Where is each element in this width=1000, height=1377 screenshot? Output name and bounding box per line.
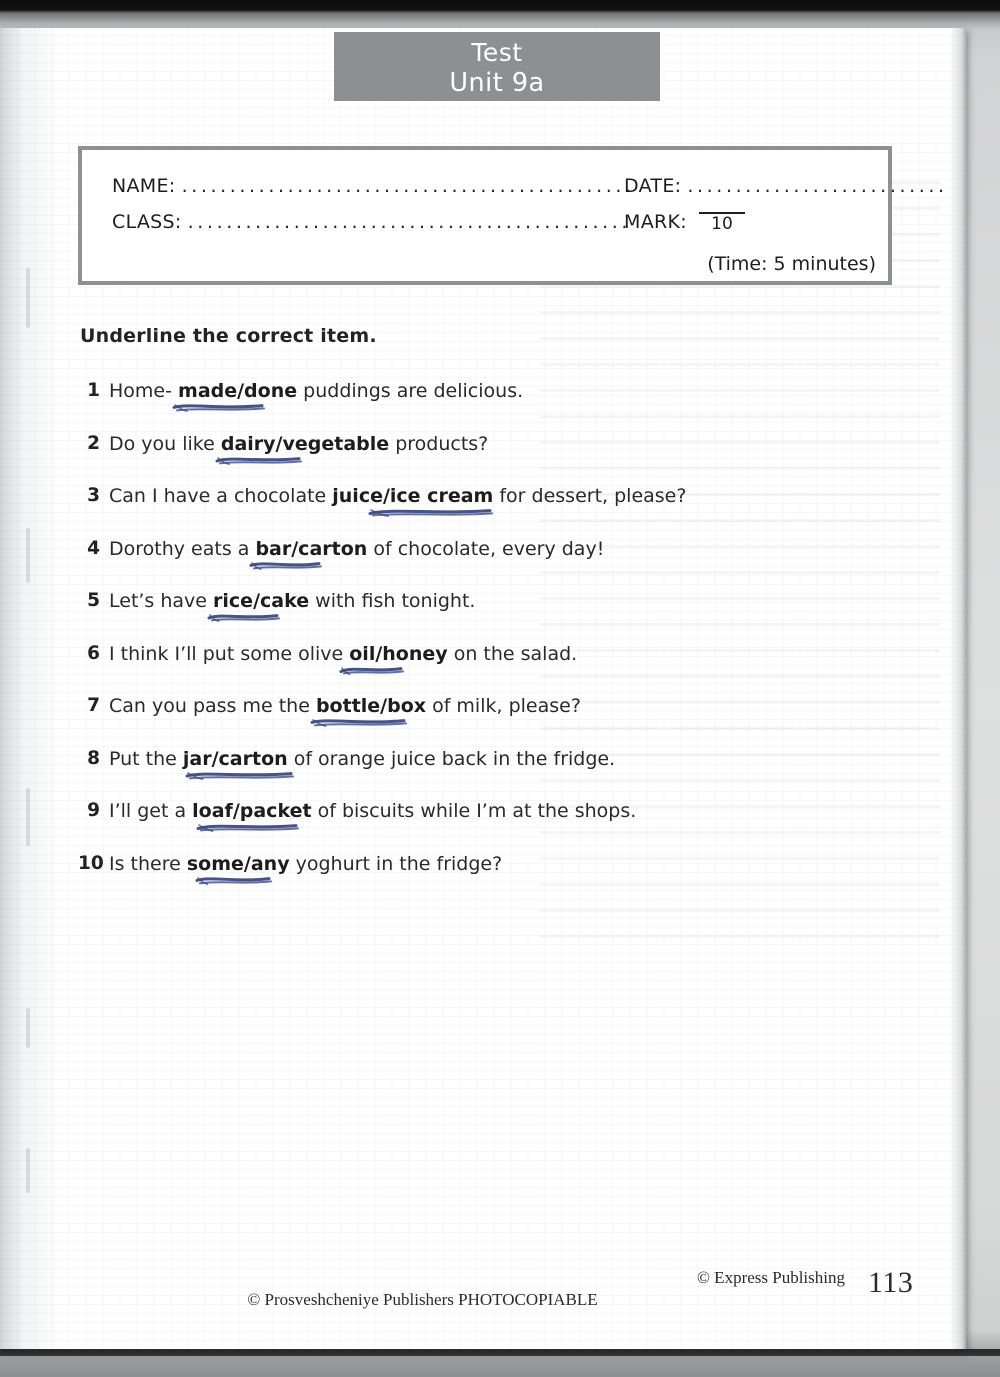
sentence-text-before: I think I’ll put some olive bbox=[109, 642, 350, 665]
answer-options[interactable] bbox=[178, 380, 297, 402]
mark-field[interactable] bbox=[624, 211, 745, 234]
copyright-express: © Express Publishing bbox=[697, 1268, 845, 1287]
exercise-item bbox=[78, 590, 918, 643]
item-sentence bbox=[109, 748, 615, 770]
answer-options[interactable] bbox=[332, 485, 493, 507]
date-label: DATE: bbox=[624, 175, 682, 197]
sentence-text-after: on the salad. bbox=[447, 642, 578, 665]
mark-denominator: 10 bbox=[711, 213, 733, 234]
class-label: CLASS: bbox=[112, 211, 182, 233]
exercise-item bbox=[78, 695, 918, 748]
item-number: 2 bbox=[87, 432, 100, 454]
banner-line-unit: Unit 9a bbox=[449, 68, 545, 98]
item-number: 7 bbox=[87, 695, 100, 716]
answer-options-text: oil/honey bbox=[349, 642, 448, 665]
banner-line-test: Test bbox=[471, 38, 523, 67]
exercise-item bbox=[78, 485, 918, 538]
answer-options-text: made/done bbox=[178, 380, 298, 402]
sentence-text-after: yoghurt in the fridge? bbox=[289, 852, 503, 875]
answer-options-text: rice/cake bbox=[213, 590, 310, 612]
item-number: 9 bbox=[87, 800, 100, 821]
answer-options-text: bottle/box bbox=[315, 695, 427, 717]
answer-options[interactable] bbox=[183, 748, 288, 770]
item-sentence bbox=[109, 800, 636, 822]
item-sentence bbox=[109, 485, 686, 507]
sentence-text-before: Home- bbox=[109, 380, 179, 402]
sentence-text-before: Can you pass me the bbox=[109, 695, 316, 717]
exercise-instruction: Underline the correct item. bbox=[80, 325, 377, 347]
answer-options[interactable] bbox=[221, 433, 389, 455]
sentence-text-before: Do you like bbox=[109, 432, 221, 455]
answer-options-text: bar/carton bbox=[255, 537, 368, 560]
page-edge-shadow bbox=[950, 28, 966, 1350]
sentence-text-after: puddings are delicious. bbox=[297, 380, 524, 402]
time-limit-note: (Time: 5 minutes) bbox=[707, 253, 876, 275]
item-number: 3 bbox=[87, 485, 100, 506]
sentence-text-after: of orange juice back in the fridge. bbox=[287, 747, 616, 770]
answer-options[interactable] bbox=[213, 590, 309, 612]
class-field[interactable] bbox=[112, 211, 631, 233]
item-number: 8 bbox=[87, 747, 100, 769]
sentence-text-after: of milk, please? bbox=[426, 695, 581, 717]
item-sentence bbox=[109, 590, 475, 612]
binding-staple-marks bbox=[26, 28, 33, 1350]
exercise-item bbox=[78, 643, 918, 696]
answer-options-text: loaf/packet bbox=[192, 800, 312, 822]
sentence-text-before: Dorothy eats a bbox=[109, 537, 256, 560]
item-sentence bbox=[109, 695, 581, 717]
worksheet-page bbox=[0, 28, 966, 1350]
sentence-text-after: with fish tonight. bbox=[309, 590, 476, 612]
item-number: 5 bbox=[87, 590, 100, 611]
mark-fraction bbox=[699, 212, 745, 234]
sentence-text-before: Is there bbox=[109, 852, 187, 875]
item-sentence bbox=[109, 643, 577, 665]
sentence-text-after: for dessert, please? bbox=[493, 485, 687, 507]
exercise-item bbox=[78, 380, 918, 433]
answer-options-text: jar/carton bbox=[182, 747, 288, 770]
item-number: 1 bbox=[87, 380, 100, 401]
sentence-text-after: of chocolate, every day! bbox=[367, 537, 605, 560]
item-number: 10 bbox=[78, 852, 104, 874]
class-dotted-line: .............................................. bbox=[187, 211, 632, 233]
mark-label: MARK: bbox=[624, 211, 687, 233]
name-dotted-line: ............................................... bbox=[181, 175, 635, 197]
answer-options-text: juice/ice cream bbox=[332, 485, 494, 507]
name-label: NAME: bbox=[112, 175, 176, 197]
name-field[interactable] bbox=[112, 175, 635, 197]
answer-options-text: some/any bbox=[186, 852, 290, 875]
answer-options[interactable] bbox=[316, 695, 426, 717]
answer-options[interactable] bbox=[187, 853, 290, 875]
exercise-item bbox=[78, 853, 918, 906]
test-title-banner bbox=[334, 32, 660, 101]
date-dotted-line: ........................... bbox=[687, 175, 948, 197]
sentence-text-before: Can I have a chocolate bbox=[109, 485, 333, 507]
sentence-text-before: I’ll get a bbox=[109, 800, 193, 822]
answer-options[interactable] bbox=[255, 538, 367, 560]
date-field[interactable] bbox=[624, 175, 948, 197]
copyright-prosveshcheniye: © Prosveshcheniye Publishers PHOTOCOPIABLE bbox=[247, 1290, 598, 1309]
binding-gutter-shadow bbox=[0, 28, 58, 1350]
item-sentence bbox=[109, 433, 488, 455]
exercise-item bbox=[78, 800, 918, 853]
page-number: 113 bbox=[868, 1266, 914, 1299]
sentence-text-after: products? bbox=[389, 432, 489, 455]
item-number: 6 bbox=[87, 642, 100, 664]
item-sentence bbox=[109, 853, 502, 875]
item-sentence bbox=[109, 380, 523, 402]
sentence-text-after: of biscuits while I’m at the shops. bbox=[311, 800, 637, 822]
item-number: 4 bbox=[87, 537, 100, 559]
exercise-item bbox=[78, 538, 918, 591]
answer-options[interactable] bbox=[192, 800, 311, 822]
student-info-box bbox=[78, 146, 948, 285]
sentence-text-before: Let’s have bbox=[109, 590, 214, 612]
sentence-text-before: Put the bbox=[109, 747, 183, 770]
answer-options-text: dairy/vegetable bbox=[220, 432, 390, 455]
answer-options[interactable] bbox=[349, 643, 447, 665]
item-sentence bbox=[109, 538, 604, 560]
exercise-item bbox=[78, 748, 918, 801]
exercise-items-list bbox=[78, 380, 918, 905]
exercise-item bbox=[78, 433, 918, 486]
